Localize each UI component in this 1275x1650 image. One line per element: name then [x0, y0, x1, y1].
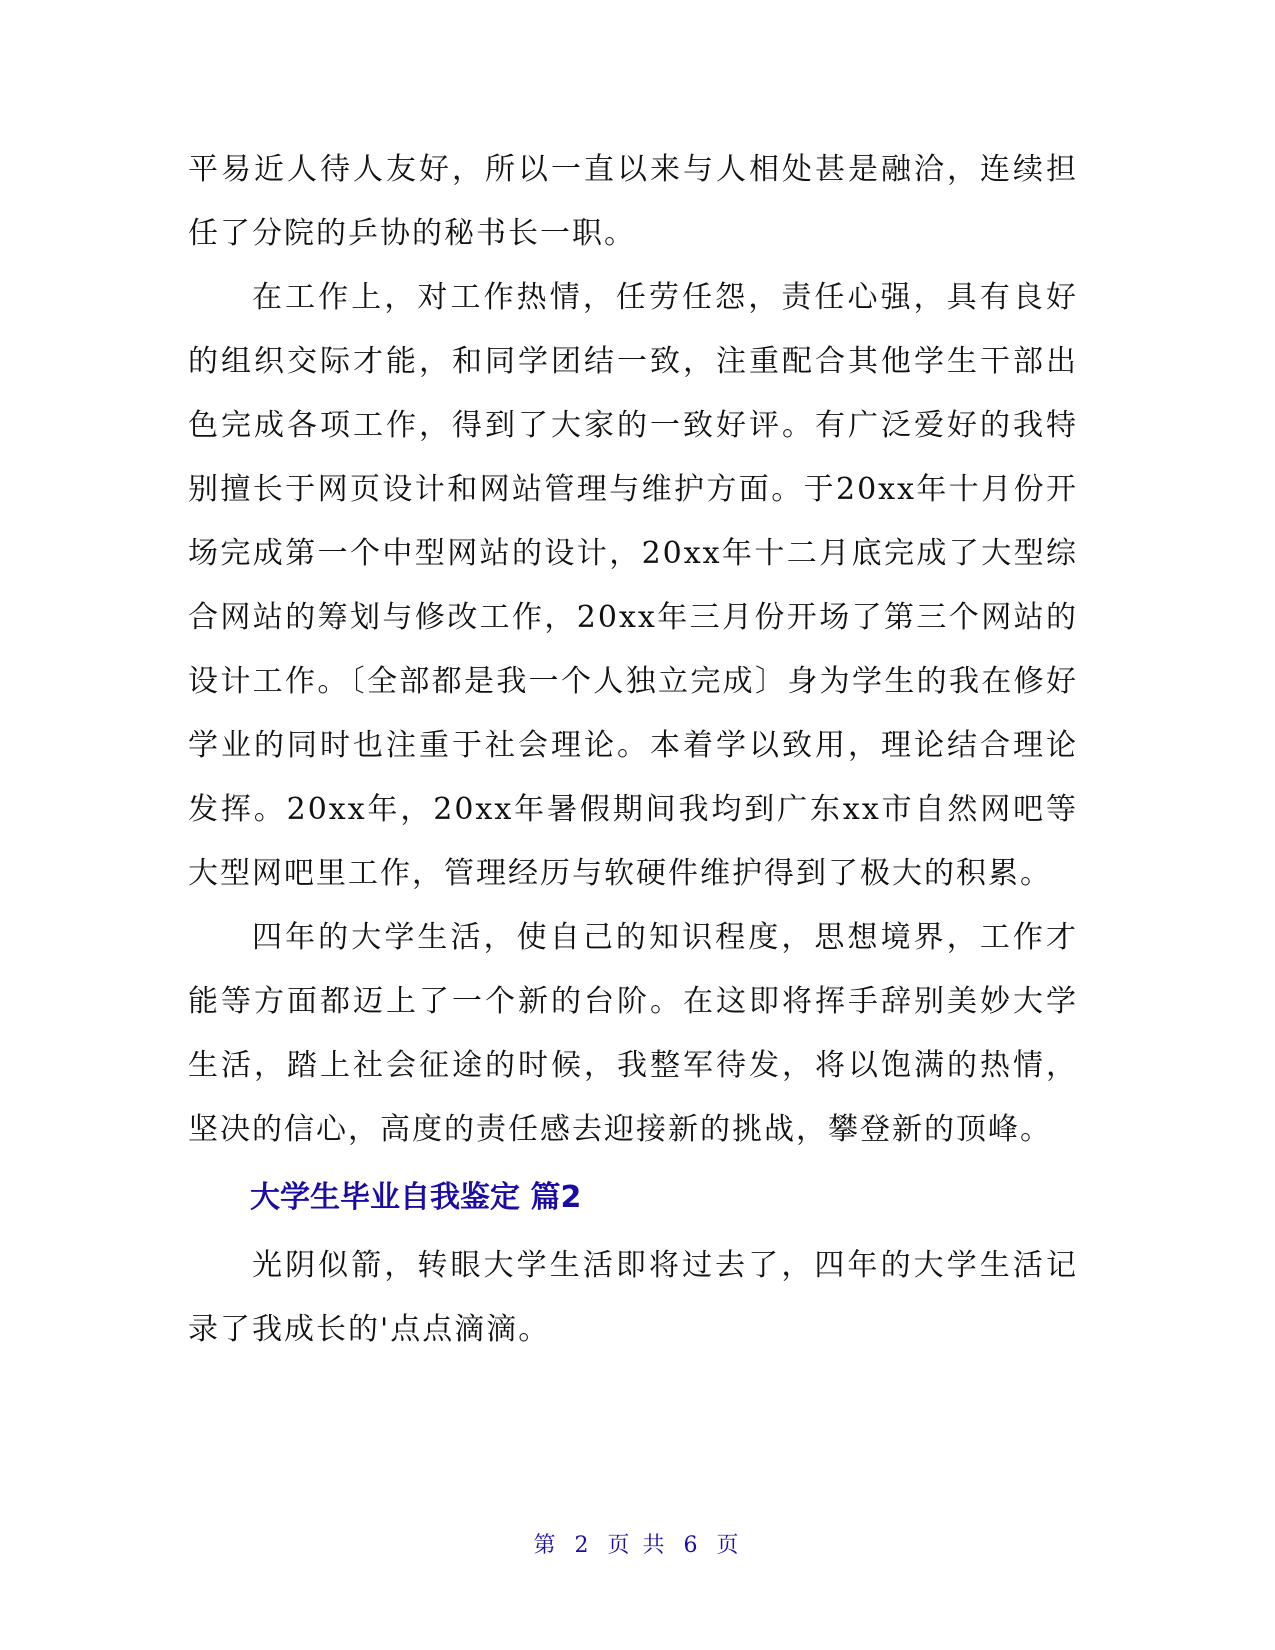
footer-prefix: 第	[533, 1533, 559, 1558]
footer-current-page: 2	[574, 1533, 592, 1558]
section-heading: 大学生毕业自我鉴定 篇2	[250, 1180, 582, 1215]
paragraph-3: 四年的大学生活，使自己的知识程度，思想境界，工作才能等方面都迈上了一个新的台阶。在这即将挥手辞别美妙大学生活，踏上社会征途的时候，我整军待发，将以饱满的热情，坚决的信心，高度的责任感去迎接新的挑战，攀登新的顶峰。	[188, 920, 1078, 1147]
page-footer	[0, 1528, 1275, 1559]
footer-total-pages: 6	[683, 1533, 701, 1558]
footer-suffix: 页	[716, 1533, 742, 1558]
paragraph-2: 在工作上，对工作热情，任劳任怨，责任心强，具有良好的组织交际才能，和同学团结一致，注重配合其他学生干部出色完成各项工作，得到了大家的一致好评。有广泛爱好的我特别擅长于网页设计和网站管理与维护方面。于20xx年十月份开场完成第一个中型网站的设计，20xx年十二月底完成了大型综合网站的筹划与修改工作，20xx年三月份开场了第三个网站的设计工作。〔全部都是我一个人独立完成〕身为学生的我在修好学业的同时也注重于社会理论。本着学以致用，理论结合理论发挥。20xx年，20xx年暑假期间我均到广东xx市自然网吧等大型网吧里工作，管理经历与软硬件维护得到了极大的积累。	[188, 280, 1078, 891]
footer-middle: 页 共	[607, 1533, 668, 1558]
paragraph-4: 光阴似箭，转眼大学生活即将过去了，四年的大学生活记录了我成长的'点点滴滴。	[188, 1248, 1078, 1347]
document-body	[188, 138, 1078, 1362]
paragraph-1: 平易近人待人友好，所以一直以来与人相处甚是融洽，连续担任了分院的乒协的秘书长一职。	[188, 152, 1078, 251]
